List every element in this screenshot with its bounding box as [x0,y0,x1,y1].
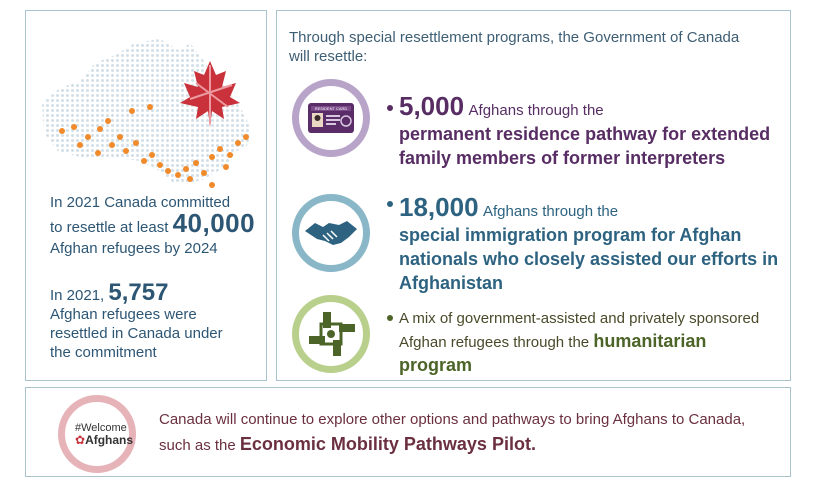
badge-line-2-wrap [75,433,134,447]
commitment-suffix: Afghan refugees by 2024 [50,240,218,257]
item-1-desc-1: permanent residence pathway for extended [399,124,771,144]
bottom-text [159,408,779,458]
item-1-number: 5,000 [399,91,465,121]
item-3-lead-2: Afghan refugees through the [399,334,590,351]
item-2-desc-1: special immigration program for Afghan [399,225,742,245]
item-1-lead: Afghans through the [468,102,604,119]
joined-hands-icon [299,302,363,366]
bottom-line-2 [159,432,779,458]
card-label: RESIDENT CARD [314,106,348,111]
welcome-afghans-badge [58,395,136,473]
item-1-head [399,91,779,122]
handshake-circle [292,194,370,272]
item-permanent-residence [399,91,779,170]
resettled-number: 5,757 [108,279,169,306]
item-humanitarian [399,308,779,378]
bullet-3 [387,315,393,321]
bottom-line-1: Canada will continue to explore other options and pathways to bring Afghans to Canada, [159,411,746,428]
item-2-head [399,192,779,223]
joined-hands-circle [292,295,370,373]
intro-line-2: will resettle: [289,48,368,65]
bottom-panel [25,387,791,477]
item-2-desc-2: nationals who closely assisted our efforts in [399,249,779,269]
bottom-line-2-prefix: such as the [159,437,236,454]
badge-line-1: #Welcome [75,422,127,434]
left-panel [25,10,267,381]
resident-card-circle [292,79,370,157]
handshake-icon [299,201,363,265]
resettled-prefix: In 2021, [50,287,105,304]
item-special-immigration [399,192,779,295]
resettled-line-1 [50,279,265,306]
commitment-text [50,192,265,259]
resettled-text [50,279,265,362]
item-1-desc-2: family members of former interpreters [399,148,726,168]
badge-line-2: Afghans [85,433,134,447]
canada-map-icon [40,33,260,208]
item-3-highlight: humanitarian program [399,331,707,375]
commitment-line-1: In 2021 Canada committed [50,194,231,211]
resettled-line-4: the commitment [50,344,157,361]
bullet-2 [387,201,393,207]
welcome-text [75,422,134,447]
item-2-lead: Afghans through the [482,203,619,220]
item-2-number: 18,000 [399,192,479,222]
resettled-line-3: resettled in Canada under [50,325,223,342]
commitment-line-2 [50,208,265,238]
bullet-1 [387,105,393,111]
right-panel [276,10,791,381]
intro-text [289,28,749,66]
item-3-line-1: A mix of government-assisted and privately sponsored [399,310,760,327]
maple-leaf-small-icon: ✿ [75,433,86,447]
resident-card-icon [299,86,363,150]
item-3-line-2 [399,330,779,378]
commitment-number: 40,000 [172,208,256,238]
commitment-prefix: to resettle at least [50,219,169,236]
item-2-desc-3: Afghanistan [399,273,504,293]
resettled-line-2: Afghan refugees were [50,306,197,323]
intro-line-1: Through special resettlement programs, the Government of Canada [289,29,740,46]
bottom-line-2-highlight: Economic Mobility Pathways Pilot. [239,434,536,454]
